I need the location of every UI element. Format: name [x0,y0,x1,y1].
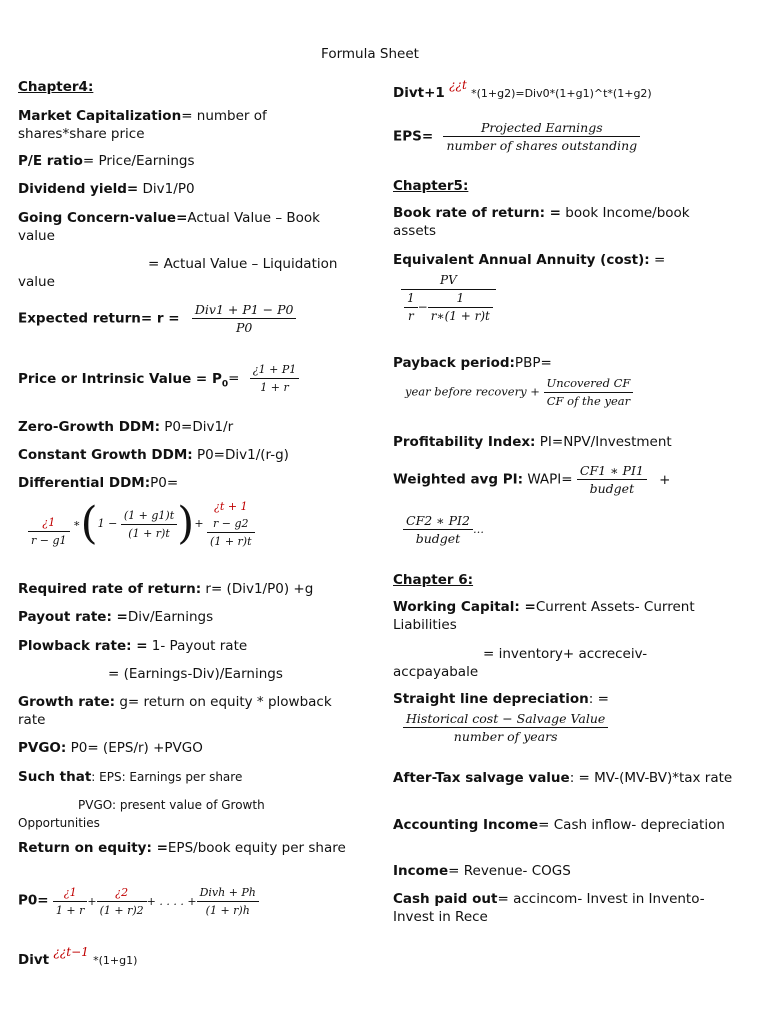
eaa-outer-fraction [401,272,496,325]
diff-fraction-1 [28,514,70,549]
pe-label: P/E ratio [18,153,83,169]
pvgo-label: PVGO: [18,740,67,756]
eps-denominator: number of shares outstanding [446,138,638,153]
payback-fraction [544,375,634,410]
expected-return-numerator: Div1 + P1 − P0 [192,301,297,319]
divt-label: Divt [18,952,50,968]
p0-f3-numerator: Divh + Ph [197,884,259,902]
sld-numerator: Historical cost − Salvage Value [403,710,608,728]
roe-formula [18,839,348,857]
wapi-continued [403,512,743,547]
pi-formula [393,433,733,451]
constant-growth-formula [18,446,348,464]
straight-line-text: : = [588,691,609,707]
wapi-f1-denominator: budget [589,481,635,496]
plowback-alt: = (Earnings-Div)/Earnings [108,666,283,682]
p0-formula: P0= $\frac{¿1}{1 + r}$ + $\frac{¿2}{(1 + r)2}$ + . . . . + Divh + Ph (1 + r)h [18,884,348,919]
cash-paid-text: = accincom- Invest in Invento- Invest in Rece [393,891,705,925]
divt-text: *(1+g1) [93,954,138,967]
pi-label: Profitability Index: [393,434,536,450]
price-fraction [250,361,300,396]
accounting-income-text: = Cash inflow- depreciation [538,817,725,833]
going-concern-label: Going Concern-value= [18,210,188,226]
expected-return-denominator: P0 [235,320,253,335]
market-cap-text: = number of shares*share price [18,108,267,142]
plowback-text: 1- Payout rate [147,638,248,654]
such-that-label: Such that [18,769,92,785]
accounting-income-label: Accounting Income [393,817,539,833]
wapi-label: Weighted avg PI: [393,471,524,488]
market-cap-formula [18,107,348,143]
p0-fraction-2 [97,884,147,919]
differential-equation: $\frac{¿1}{r - g1}$ ∗(1 − $\frac{(1 + g1)t}{(1 + r)t}$ )+ ¿t + 1 r − g2 (1 + r)t [28,498,358,550]
wapi-fraction-2 [403,512,473,547]
diff-f3-middle: r − g2 [207,515,254,533]
wapi-plus: + [659,471,671,488]
p0-dots: + . . . . + [146,894,197,908]
required-rate-formula [18,580,348,598]
liquidation-formula [18,255,348,291]
eaa-text: = [649,252,666,268]
eps-label: EPS= [393,128,434,145]
eps-fraction [443,119,640,154]
diff-f2-denominator: (1 + r)t [128,526,170,540]
working-capital-label: Working Capital: = [393,599,536,615]
eaa-label: Equivalent Annual Annuity (cost): [393,252,650,268]
diff-f1-denominator: r − g1 [31,533,67,547]
pvgo-definition: PVGO: present value of Growth Opportunities [18,798,265,830]
going-concern-text: Actual Value – Book value [18,210,320,244]
p0-f2-numerator: ¿2 [97,884,147,902]
price-denominator: 1 + r [260,381,289,394]
constant-growth-label: Constant Growth DDM: [18,447,193,463]
required-rate-text: r= (Div1/P0) +g [201,581,314,597]
payback-equation [405,375,745,410]
working-capital-text2: = inventory+ accreceiv- [483,646,648,662]
income-text: = Revenue- COGS [448,863,571,879]
diff-f2-numerator: (1 + g1)t [121,507,177,525]
plowback-formula [18,637,348,655]
payback-text: PBP= [514,355,552,371]
working-capital-text: Current Assets- Current Liabilities [393,599,695,633]
p0-f2-denominator: (1 + r)2 [99,904,144,917]
payback-denominator: CF of the year [546,394,631,408]
zero-growth-formula [18,418,348,436]
eaa-numerator: PV [401,272,496,290]
roe-text: EPS/book equity per share [167,840,346,856]
diff-f1-numerator: ¿1 [28,514,70,532]
dividend-yield-label: Dividend yield= [18,181,139,197]
accounting-income-formula [393,816,733,834]
price-formula: Price or Intrinsic Value = $P_0=$ $\frac{¿1 + P1}{1 + r}$ [18,361,348,396]
expected-return-formula [18,301,348,336]
cash-paid-formula [393,890,733,926]
p0-fraction-3 [197,884,259,919]
after-tax-text: : = MV-(MV-BV)*tax rate [569,770,733,786]
wapi-formula [393,462,733,497]
pe-formula [18,152,348,170]
divt1-label: Divt+1 [393,85,445,101]
differential-formula [18,474,348,492]
sld-denominator: number of years [453,729,558,744]
price-numerator: ¿1 + P1 [250,361,300,379]
chapter4-heading: Chapter4: [18,79,94,95]
expected-return-fraction [192,301,297,336]
divt-formula [18,945,348,970]
growth-label: Growth rate: [18,694,116,710]
sld-fraction [403,710,608,745]
price-label: Price or Intrinsic Value = $P_0$ [18,370,229,390]
diff-fraction-3 [207,498,254,550]
eaa-denominator: $\frac{1}{r}$ − $\frac{1}{r∗(1 + r)t}$ [401,290,496,325]
dividend-yield-formula [18,180,348,198]
expected-return-label: Expected return= r = [18,310,180,327]
p0-f1-denominator: 1 + r [55,904,85,917]
zero-growth-text: P0=Div1/r [159,419,234,435]
growth-formula [18,693,348,729]
payback-prefix: year before recovery + [405,384,540,399]
constant-growth-text: P0=Div1/(r-g) [192,447,289,463]
working-capital-formula [393,598,733,634]
page-title: Formula Sheet [321,46,419,62]
roe-label: Return on equity: = [18,840,168,856]
income-label: Income [393,863,449,879]
chapter6-heading: Chapter 6: [393,572,474,588]
chapter5-heading: Chapter5: [393,178,469,194]
payback-numerator: Uncovered CF [544,375,634,393]
eaa-fraction [401,272,741,325]
wapi-f1-numerator: CF1 ∗ PI1 [577,462,647,480]
p0-label: P0= [18,892,49,909]
required-rate-label: Required rate of return: [18,581,202,597]
wapi-dots: … [472,523,484,536]
book-rate-formula [393,204,733,240]
straight-line-label: Straight line depreciation [393,691,589,707]
payout-label: Payout rate: = [18,609,128,625]
eaa-formula [393,251,733,269]
payout-formula [18,608,348,626]
differential-text: P0= [150,475,179,491]
pe-text: = Price/Earnings [82,153,195,169]
pvgo-text: P0= (EPS/r) +PVGO [66,740,203,756]
pi-text: PI=NPV/Investment [535,434,672,450]
wapi-f2-numerator: CF2 ∗ PI2 [403,512,473,530]
wapi-text: WAPI= [523,471,573,488]
divt1-text: *(1+g2)=Div0*(1+g1)^t*(1+g2) [471,87,652,100]
after-tax-formula [393,769,733,787]
working-capital-alt [393,645,733,681]
diff-f3-denominator: (1 + r)t [210,535,252,548]
p0-f1-numerator: ¿1 [53,884,87,902]
p0-f3-denominator: (1 + r)h [205,904,250,917]
divt1-formula [393,78,733,103]
book-rate-label: Book rate of return: = [393,205,561,221]
straight-line-fraction [403,710,743,745]
liquidation-text: = Actual Value – Liquidation [148,256,338,272]
eps-formula [393,119,733,154]
such-that-text: : EPS: Earnings per share [91,770,243,784]
payback-label: Payback period: [393,355,515,371]
book-rate-text: book Income/book assets [393,205,690,239]
wapi-f2-denominator: budget [415,531,461,546]
income-formula [393,862,733,880]
after-tax-label: After-Tax salvage value [393,770,570,786]
such-that [18,768,348,786]
pvgo-formula [18,739,348,757]
market-cap-label: Market Capitalization [18,108,182,124]
dividend-yield-text: Div1/P0 [138,181,195,197]
zero-growth-label: Zero-Growth DDM: [18,419,160,435]
cash-paid-label: Cash paid out [393,891,498,907]
liquidation-text2: value [18,274,55,290]
divt1-red-symbol: ¿¿t [449,78,467,92]
wapi-fraction-1 [577,462,647,497]
working-capital-text3: accpayabale [393,664,479,680]
going-concern-formula [18,209,348,245]
divt-red-symbol: ¿¿t−1 [53,945,89,959]
straight-line-formula [393,690,733,708]
eps-numerator: Projected Earnings [443,119,640,137]
diff-f3-numerator: ¿t + 1 [214,500,248,513]
p0-fraction-1 [53,884,87,919]
growth-text: g= return on equity * plowback rate [18,694,332,728]
payout-text: Div/Earnings [127,609,214,625]
plowback-label: Plowback rate: = [18,638,148,654]
diff-fraction-2 [121,507,177,542]
payback-formula [393,354,733,372]
differential-label: Differential DDM: [18,475,151,491]
